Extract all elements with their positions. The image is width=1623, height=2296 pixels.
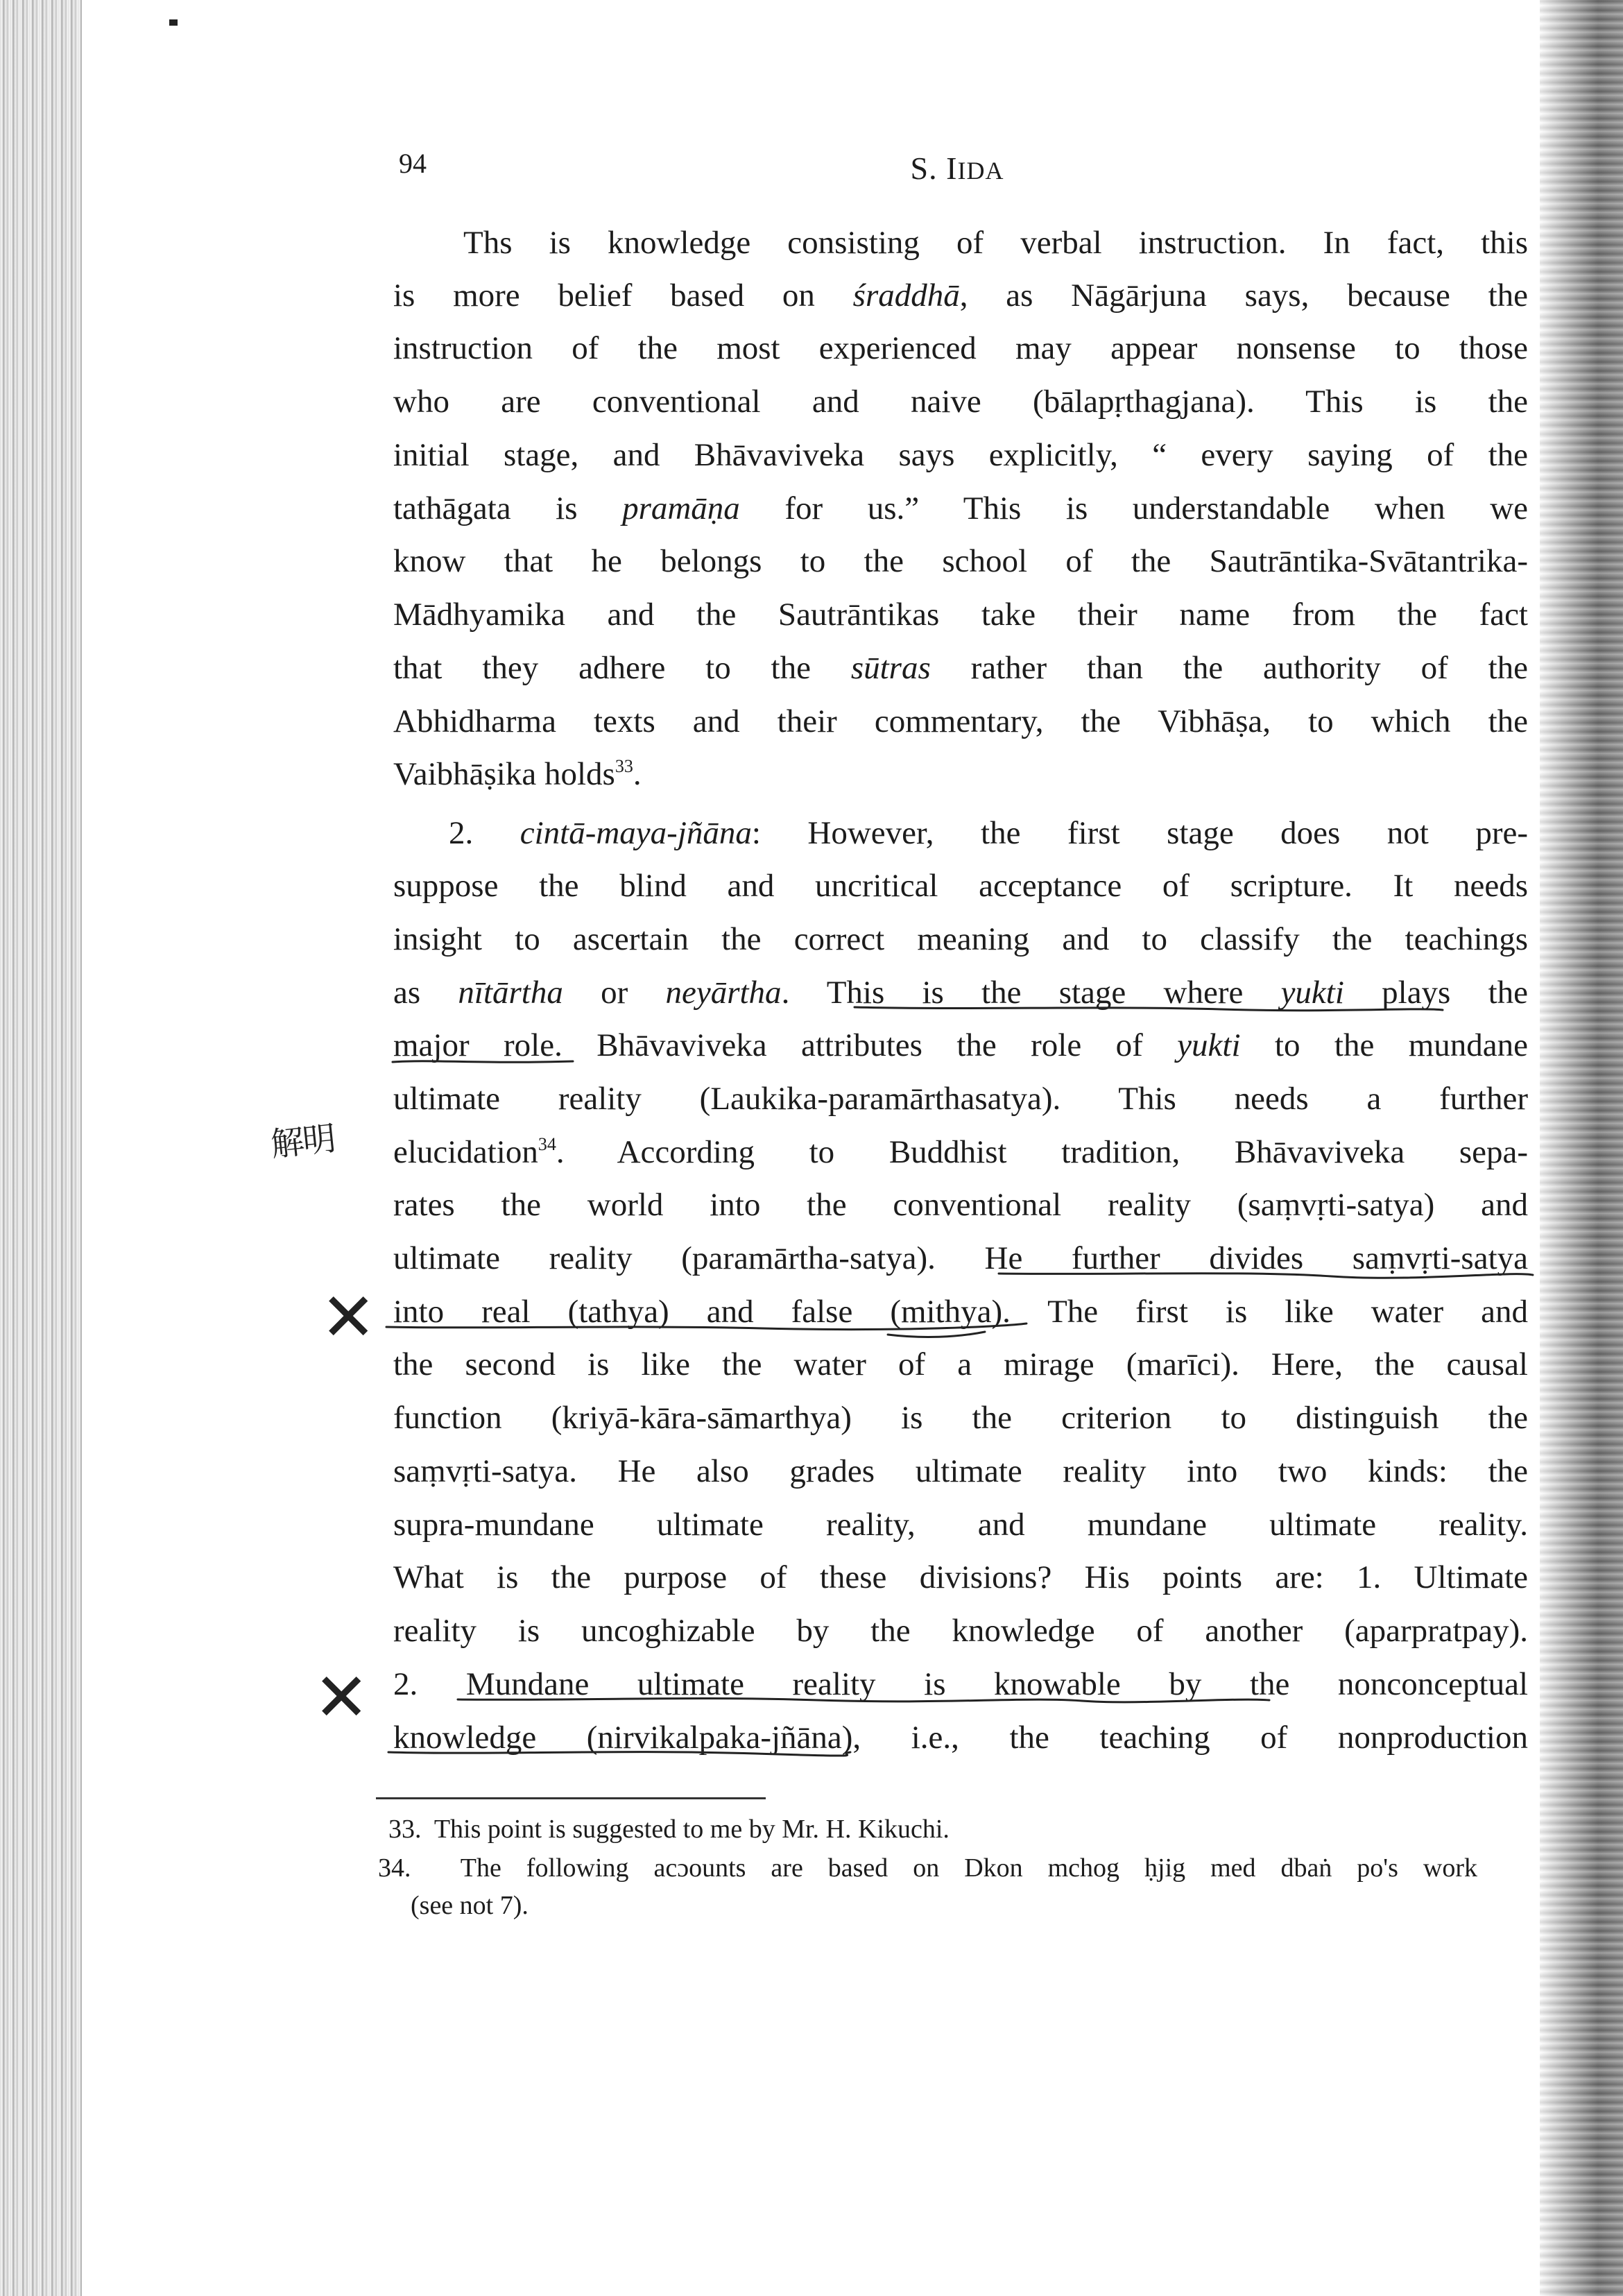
footnote-ref: 33 <box>615 756 633 776</box>
body-line: 2. Mundane ultimate reality is knowable by the nonconceptual <box>393 1666 1528 1702</box>
handwritten-x-mark: ✕ <box>314 1659 370 1736</box>
body-line: into real (tathya) and false (mithya). The first is like water and <box>393 1294 1528 1330</box>
footnote-34-continuation: (see not 7). <box>411 1891 529 1920</box>
body-line: as nītārtha or neyārtha. This is the stage where yukti plays the <box>393 975 1528 1011</box>
body-line: saṃvṛti-satya. He also grades ultimate reality into two kinds: the <box>393 1453 1528 1489</box>
body-line: knowledge (nirvikalpaka-jñāna), i.e., the teaching of nonproduction <box>393 1720 1528 1756</box>
body-line: instruction of the most experienced may appear nonsense to those <box>393 330 1528 366</box>
body-line: Ths is knowledge consisting of verbal instruction. In fact, this <box>463 225 1528 261</box>
body-line: 2. cintā-maya-jñāna: However, the first stage does not pre- <box>449 815 1528 851</box>
body-line: supra-mundane ultimate reality, and mundane ultimate reality. <box>393 1507 1528 1543</box>
body-line: major role. Bhāvaviveka attributes the role of yukti to the mundane <box>393 1027 1528 1063</box>
body-line: ultimate reality (paramārtha-satya). He further divides saṃvṛti-satya <box>393 1240 1528 1276</box>
handwritten-margin-gloss: 解明 <box>268 1119 337 1165</box>
running-head: S. IIDA <box>910 151 1004 186</box>
body-line: know that he belongs to the school of the Sautrāntika-Svātantrika- <box>393 543 1528 579</box>
body-line: reality is uncoghizable by the knowledge of another (aparpratpay). <box>393 1613 1528 1649</box>
handwritten-x-mark: ✕ <box>320 1278 377 1356</box>
page-number: 94 <box>399 148 427 179</box>
body-line: Abhidharma texts and their commentary, the Vibhāṣa, to which the <box>393 703 1528 739</box>
footnote-33: 33. This point is suggested to me by Mr. H. Kikuchi. <box>388 1815 950 1844</box>
footnote-ref: 34 <box>538 1134 556 1154</box>
scan-speck <box>169 19 178 26</box>
body-line: insight to ascertain the correct meaning and to classify the teachings <box>393 921 1528 957</box>
body-line: that they adhere to the sūtras rather than the authority of the <box>393 650 1528 686</box>
body-line: initial stage, and Bhāvaviveka says explicitly, “ every saying of the <box>393 437 1528 473</box>
body-line: Vaibhāṣika holds$^{33}$. <box>393 756 642 792</box>
body-line: ultimate reality (Laukika-paramārthasatya). This needs a further <box>393 1081 1528 1117</box>
footnote-rule <box>376 1797 766 1799</box>
body-line: function (kriyā-kāra-sāmarthya) is the criterion to distinguish the <box>393 1400 1528 1436</box>
body-line: elucidation$^{34}$. According to Buddhist tradition, Bhāvaviveka sepa- <box>393 1134 1528 1170</box>
body-line: What is the purpose of these divisions? His points are: 1. Ultimate <box>393 1559 1528 1595</box>
footnote-34: 34. The following acɔounts are based on Dkon mchog ḥjig med dbaṅ po's work <box>378 1853 1477 1883</box>
body-line: suppose the blind and uncritical acceptance of scripture. It needs <box>393 868 1528 904</box>
body-line: tathāgata is pramāṇa for us.” This is understandable when we <box>393 490 1528 526</box>
body-line: Mādhyamika and the Sautrāntikas take their name from the fact <box>393 597 1528 633</box>
body-line: is more belief based on śraddhā, as Nāgārjuna says, because the <box>393 277 1528 314</box>
body-line: the second is like the water of a mirage (marīci). Here, the causal <box>393 1346 1528 1382</box>
scan-edge-shadow-right <box>1540 0 1623 2296</box>
scan-binding-shadow-left <box>0 0 82 2296</box>
body-line: rates the world into the conventional reality (saṃvṛti-satya) and <box>393 1187 1528 1223</box>
body-line: who are conventional and naive (bālapṛthagjana). This is the <box>393 384 1528 420</box>
